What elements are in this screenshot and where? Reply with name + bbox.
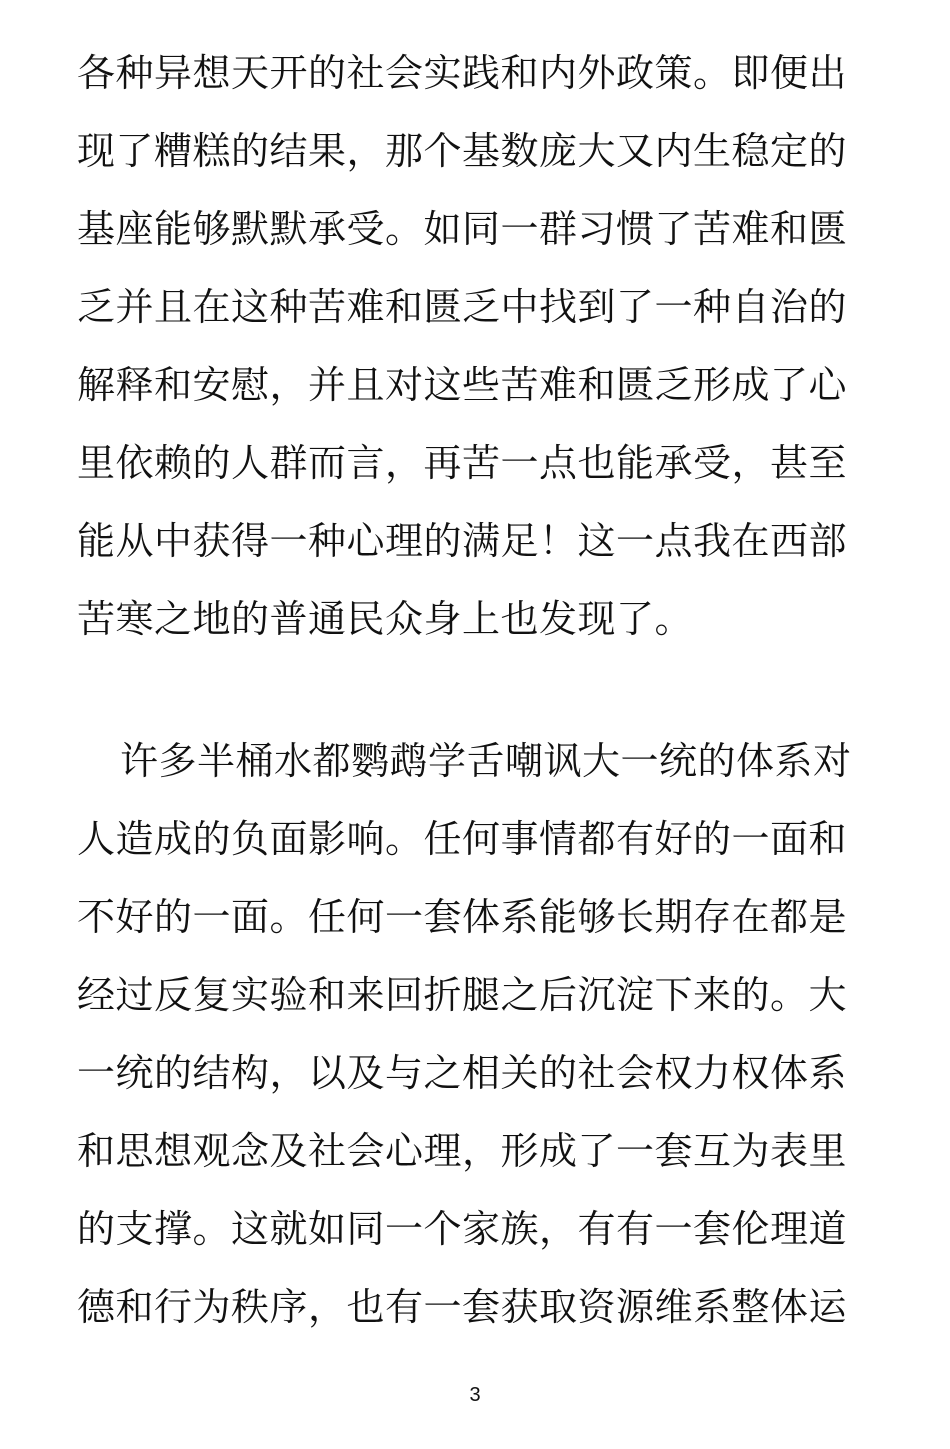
paragraph-line: 基座能够默默承受。如同一群习惯了苦难和匮 bbox=[77, 207, 848, 251]
paragraph-line: 德和行为秩序，也有一套获取资源维系整体运 bbox=[77, 1285, 848, 1329]
paragraph-1 bbox=[77, 34, 867, 658]
page-number: 3 bbox=[469, 1384, 481, 1406]
paragraph-line: 经过反复实验和来回折腿之后沉淀下来的。大 bbox=[77, 973, 848, 1017]
paragraph-line: 的支撑。这就如同一个家族，有有一套伦理道 bbox=[77, 1207, 848, 1251]
paragraph-line: 和思想观念及社会心理，形成了一套互为表里 bbox=[77, 1129, 848, 1173]
paragraph-line: 里依赖的人群而言，再苦一点也能承受，甚至 bbox=[77, 441, 848, 485]
paragraph-line: 能从中获得一种心理的满足！这一点我在西部 bbox=[77, 519, 848, 563]
paragraph-line: 不好的一面。任何一套体系能够长期存在都是 bbox=[77, 895, 848, 939]
paragraph-line: 人造成的负面影响。任何事情都有好的一面和 bbox=[77, 817, 848, 861]
paragraph-line: 各种异想天开的社会实践和内外政策。即便出 bbox=[77, 51, 848, 95]
paragraph-line: 乏并且在这种苦难和匮乏中找到了一种自治的 bbox=[77, 285, 848, 329]
paragraph-line: 许多半桶水都鹦鹉学舌嘲讽大一统的体系对 bbox=[120, 739, 852, 783]
paragraph-line: 解释和安慰，并且对这些苦难和匮乏形成了心 bbox=[77, 363, 848, 407]
paragraph-line: 苦寒之地的普通民众身上也发现了。 bbox=[77, 597, 694, 641]
paragraph-2 bbox=[77, 722, 867, 1346]
paragraph-line: 现了糟糕的结果，那个基数庞大又内生稳定的 bbox=[77, 129, 848, 173]
paragraph-line: 一统的结构，以及与之相关的社会权力权体系 bbox=[77, 1051, 848, 1095]
